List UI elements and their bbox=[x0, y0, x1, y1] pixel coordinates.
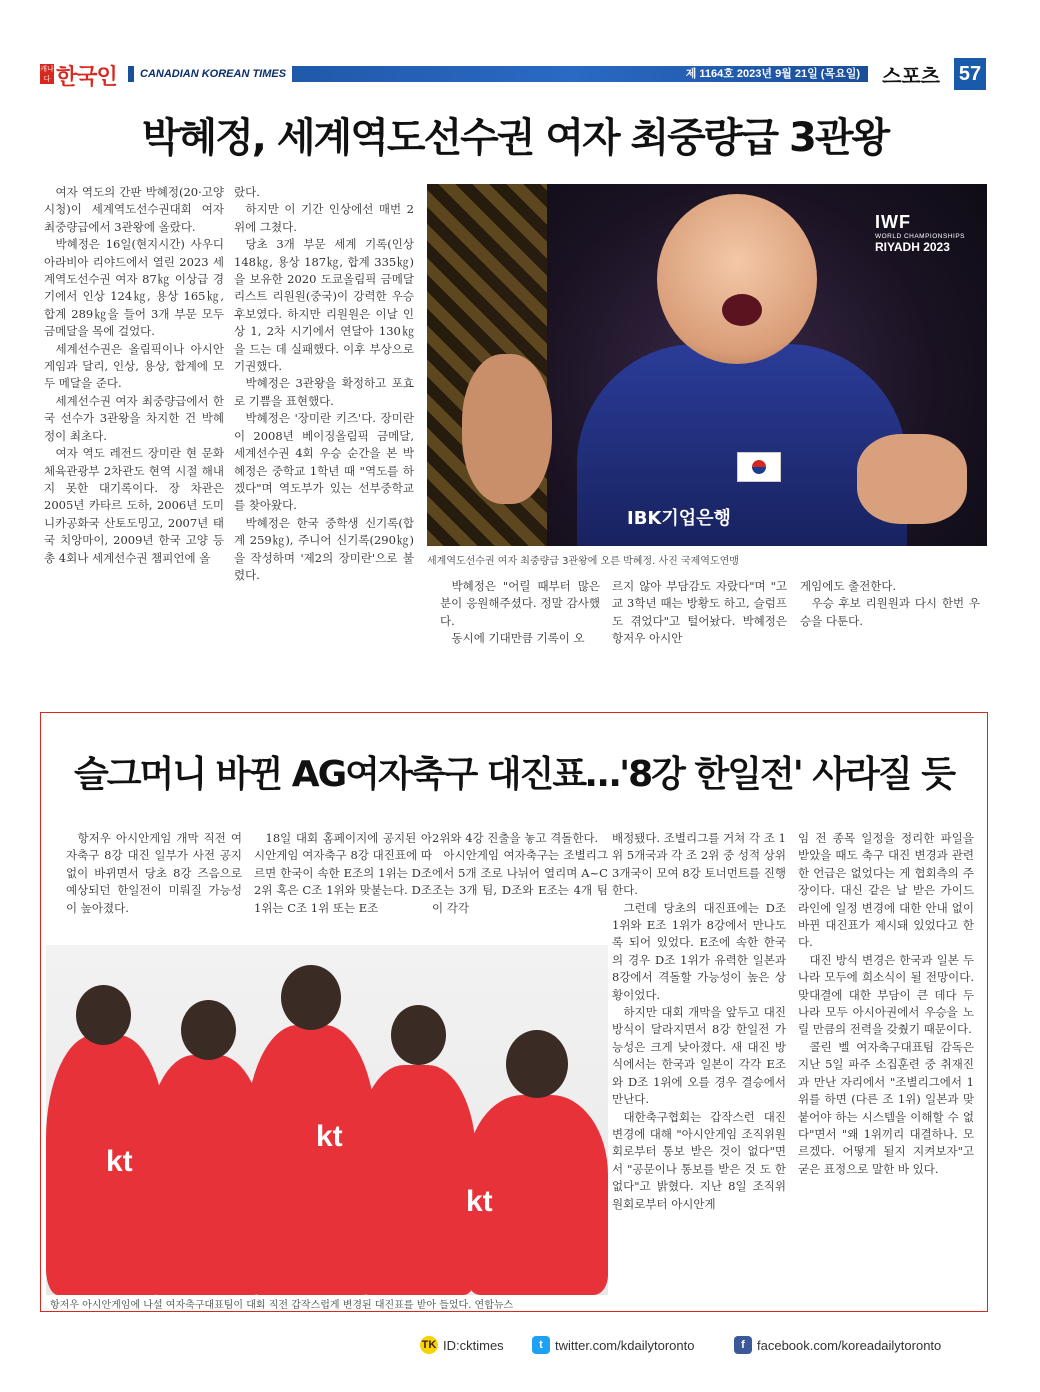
paragraph: 2위와 4강 진출을 놓고 격돌한다. bbox=[432, 831, 599, 845]
paragraph: 배정됐다. 조별리그를 거쳐 각 조 1위 5개국과 각 조 2위 중 성적 상위 3개국이 모여 8강 토너먼트를 진행한다. bbox=[612, 831, 786, 898]
paragraph: 18일 대회 홈페이지에 공지된 아시안게임 여자축구 8강 대진표에 따르면 한국이 속한 E조의 1위는 D조 2위 혹은 C조 1위와 맞붙는다. D조 1위는 C조 1위 또는 E조 bbox=[254, 831, 432, 915]
paragraph: 세계선수권 여자 최중량급에서 한국 선수가 3관왕을 차지한 건 박혜정이 최초다. bbox=[44, 393, 224, 443]
twitter-url: twitter.com/kdailytoronto bbox=[555, 1337, 695, 1353]
player-head bbox=[506, 1030, 568, 1098]
paragraph: 콜린 벨 여자축구대표팀 감독은 지난 5일 파주 소집훈련 중 취재진과 만난 자리에서 "조별리그에서 1위를 하면 (다른 조 1위) 일본과 맞붙어야 하는 시스템을 이해할 수 없다"면서 "왜 1위끼리 대결하나. 모르겠다. 어떻게 될지 지켜보자"고 굳은 표정으로 말한 바 있다. bbox=[798, 1039, 974, 1176]
paragraph: 대진 방식 변경은 한국과 일본 두 나라 모두에 희소식이 될 전망이다. 맞대결에 대한 부담이 큰 데다 두 나라 모두 아시아권에서 우승을 노릴 만큼의 전력을 갖췄기 때문이다. bbox=[798, 952, 974, 1037]
paragraph: 우승 후보 리원원과 다시 한번 우승을 다툰다. bbox=[800, 596, 980, 628]
iwf-title: IWF bbox=[874, 212, 911, 232]
player-head bbox=[281, 965, 341, 1030]
paragraph: 박혜정은 '장미란 키즈'다. 장미란이 2008년 베이징올림픽 금메달, 세계선수권 4회 우승 순간을 본 박혜정은 중학교 1학년 때 "역도를 하겠다"며 역도부가 있는 선부중학교를 찾아왔다. bbox=[234, 411, 414, 513]
iwf-city: RIYADH 2023 bbox=[874, 240, 950, 254]
article1-column-3 bbox=[440, 578, 600, 648]
article2-column-3 bbox=[432, 830, 608, 917]
logo-small-text: 캐나다 bbox=[40, 65, 54, 83]
kakao-link[interactable] bbox=[420, 1336, 504, 1354]
paragraph: 하지만 이 기간 인상에선 매번 2위에 그쳤다. bbox=[234, 202, 414, 234]
paragraph: 박혜정은 3관왕을 확정하고 포효로 기쁨을 표현했다. bbox=[234, 376, 414, 408]
logo-text: 한국인 bbox=[56, 65, 117, 90]
kakao-id: ID:cktimes bbox=[443, 1337, 504, 1353]
photo-caption: 항저우 아시안게임에 나설 여자축구대표팀이 대회 직전 갑작스럽게 변경된 대진표를 받아 들었다. 연합뉴스 bbox=[50, 1296, 610, 1311]
kt-logo: kt bbox=[466, 1185, 493, 1218]
athlete-fist bbox=[857, 434, 967, 524]
paragraph: 항저우 아시안게임 개막 직전 여자축구 8강 대진 일부가 사전 공지 없이 바뀌면서 당초 8강 즈음으로 예상되던 한일전이 미뤄질 가능성이 높아졌다. bbox=[66, 831, 242, 915]
newspaper-logo bbox=[40, 60, 120, 88]
athlete-mouth bbox=[722, 294, 762, 326]
article2-column-5 bbox=[798, 830, 974, 1178]
paragraph: 박혜정은 "어릴 때부터 많은 분이 응원해주셨다. 정말 감사했다. bbox=[440, 579, 600, 628]
player-figure bbox=[356, 1065, 476, 1295]
section-title: 스포츠 bbox=[882, 64, 940, 88]
twitter-link[interactable] bbox=[532, 1336, 694, 1354]
paragraph: 하지만 대회 개막을 앞두고 대진 방식이 달라지면서 8강 한일전 가능성은 크게 낮아졌다. 새 대진 방식에서는 한국과 일본이 각각 E조와 D조 1위에 오를 경우 결승에서 만난다. bbox=[612, 1005, 786, 1107]
korean-flag-icon bbox=[737, 452, 781, 482]
article1-column-5 bbox=[800, 578, 980, 630]
paragraph: 동시에 기대만큼 기록이 오 bbox=[451, 631, 585, 646]
article2-column-2 bbox=[254, 830, 432, 917]
issue-date: 제 1164호 2023년 9월 21일 (목요일) bbox=[685, 68, 860, 80]
athlete-face bbox=[657, 194, 817, 364]
iwf-logo bbox=[875, 212, 965, 254]
social-footer bbox=[420, 1336, 990, 1358]
facebook-icon: f bbox=[734, 1336, 752, 1354]
kt-logo: kt bbox=[316, 1120, 343, 1153]
player-head bbox=[181, 1000, 236, 1060]
athlete-arm bbox=[462, 354, 552, 504]
masthead bbox=[40, 58, 990, 92]
paragraph: 르지 않아 부담감도 자랐다"며 "고교 3학년 때는 방황도 하고, 슬럼프도 겪었다"고 털어놨다. 박혜정은 항저우 아시안 bbox=[612, 579, 787, 646]
article1-column-2 bbox=[234, 184, 414, 584]
kt-logo: kt bbox=[106, 1145, 133, 1178]
article1-column-4 bbox=[612, 578, 787, 648]
paragraph: 박혜정은 한국 중학생 신기록(합계 259㎏), 주니어 신기록(290㎏)을 작성하며 '제2의 장미란'으로 불렸다. bbox=[234, 515, 414, 582]
paragraph: 박혜정은 16일(현지시간) 사우디아라비아 리야드에서 열린 2023 세계역도선수권 여자 87㎏ 이상급 경기에서 인상 124㎏, 용상 165㎏, 합계 289㎏을 들어 3개 부문 모두 금메달을 목에 걸었다. bbox=[44, 237, 224, 339]
facebook-link[interactable] bbox=[734, 1336, 941, 1354]
paper-name: CANADIAN KOREAN TIMES bbox=[134, 66, 292, 82]
iwf-subtitle: WORLD CHAMPIONSHIPS bbox=[874, 233, 965, 240]
paragraph: 랐다. bbox=[234, 185, 260, 199]
article1-column-1 bbox=[44, 184, 224, 567]
page-number: 57 bbox=[954, 58, 986, 90]
article1-headline: 박혜정, 세계역도선수권 여자 최중량급 3관왕 bbox=[141, 115, 889, 161]
paragraph: 여자 역도 레전드 장미란 현 문화체육관광부 2차관도 현역 시절 해내지 못한 대기록이다. 장 차관은 2005년 카타르 도하, 2006년 도미니카공화국 산토도밍고, 2007년 태국 치앙마이, 2009년 한국 고양 등 총 4회나 세계선수권 챔피언에 올 bbox=[44, 446, 224, 565]
paragraph: 임 전 종목 일정을 정리한 파일을 받았을 때도 축구 대진 변경과 관련한 언급은 없었다는 게 협회측의 주장이다. 대신 같은 날 받은 가이드라인에 일정 변경에 대한 안내 없이 바뀐 대진표가 제시돼 있었다고 한다. bbox=[798, 831, 974, 950]
player-head bbox=[391, 1005, 446, 1065]
kakao-icon: TK bbox=[420, 1336, 438, 1354]
facebook-url: facebook.com/koreadailytoronto bbox=[757, 1337, 942, 1353]
paragraph: 게임에도 출전한다. bbox=[800, 579, 897, 593]
weightlifter-photo bbox=[427, 184, 987, 546]
article2-column-4 bbox=[612, 830, 786, 1213]
article2-column-1 bbox=[66, 830, 242, 917]
photo-caption: 세계역도선수권 여자 최중량급 3관왕에 오른 박혜정. 사진 국제역도연맹 bbox=[427, 556, 739, 567]
paragraph: 세계선수권은 올림픽이나 아시안게임과 달리, 인상, 용상, 합계에 모두 메달을 준다. bbox=[44, 341, 224, 391]
soccer-team-photo bbox=[46, 945, 608, 1295]
paragraph: 여자 역도의 간판 박혜정(20·고양시청)이 세계역도선수권대회 여자 최중량급에서 3관왕에 올랐다. bbox=[44, 185, 224, 234]
article2-headline: 슬그머니 바뀐 AG여자축구 대진표…'8강 한일전' 사라질 듯 bbox=[74, 754, 954, 795]
paragraph: 당초 3개 부문 세계 기록(인상 148㎏, 용상 187㎏, 합계 335㎏)을 보유한 2020 도쿄올림픽 금메달리스트 리원원(중국)이 강력한 우승 후보였다. 하지만 리원원은 이날 인상 1, 2차 시기에서 연달아 130㎏을 드는 데 실패했다. 이후 부상으로 기권했다. bbox=[234, 237, 414, 374]
sponsor-text: IBK기업은행 bbox=[627, 508, 731, 529]
paragraph: 아시안게임 여자축구는 조별리그에서 5개 조로 나뉘어 열리며 A~C조는 3개 팀, D조와 E조는 4개 팀이 각각 bbox=[432, 848, 608, 915]
paragraph: 대한축구협회는 갑작스런 대진 변경에 대해 "아시안게임 조직위원회로부터 통보 받은 것이 없다"면서 "공문이나 통보를 받은 것 도 한 없다"고 밝혔다. 지난 8일 조직위원회로부터 아시안게 bbox=[612, 1109, 786, 1211]
twitter-icon: t bbox=[532, 1336, 550, 1354]
player-head bbox=[76, 985, 131, 1045]
header-bar bbox=[128, 66, 868, 82]
paragraph: 그런데 당초의 대진표에는 D조 1위와 E조 1위가 8강에서 만나도록 되어 있었다. E조에 속한 한국의 경우 D조 1위가 유력한 일본과 8강에서 격돌할 가능성이 높은 상황이었다. bbox=[612, 900, 786, 1002]
